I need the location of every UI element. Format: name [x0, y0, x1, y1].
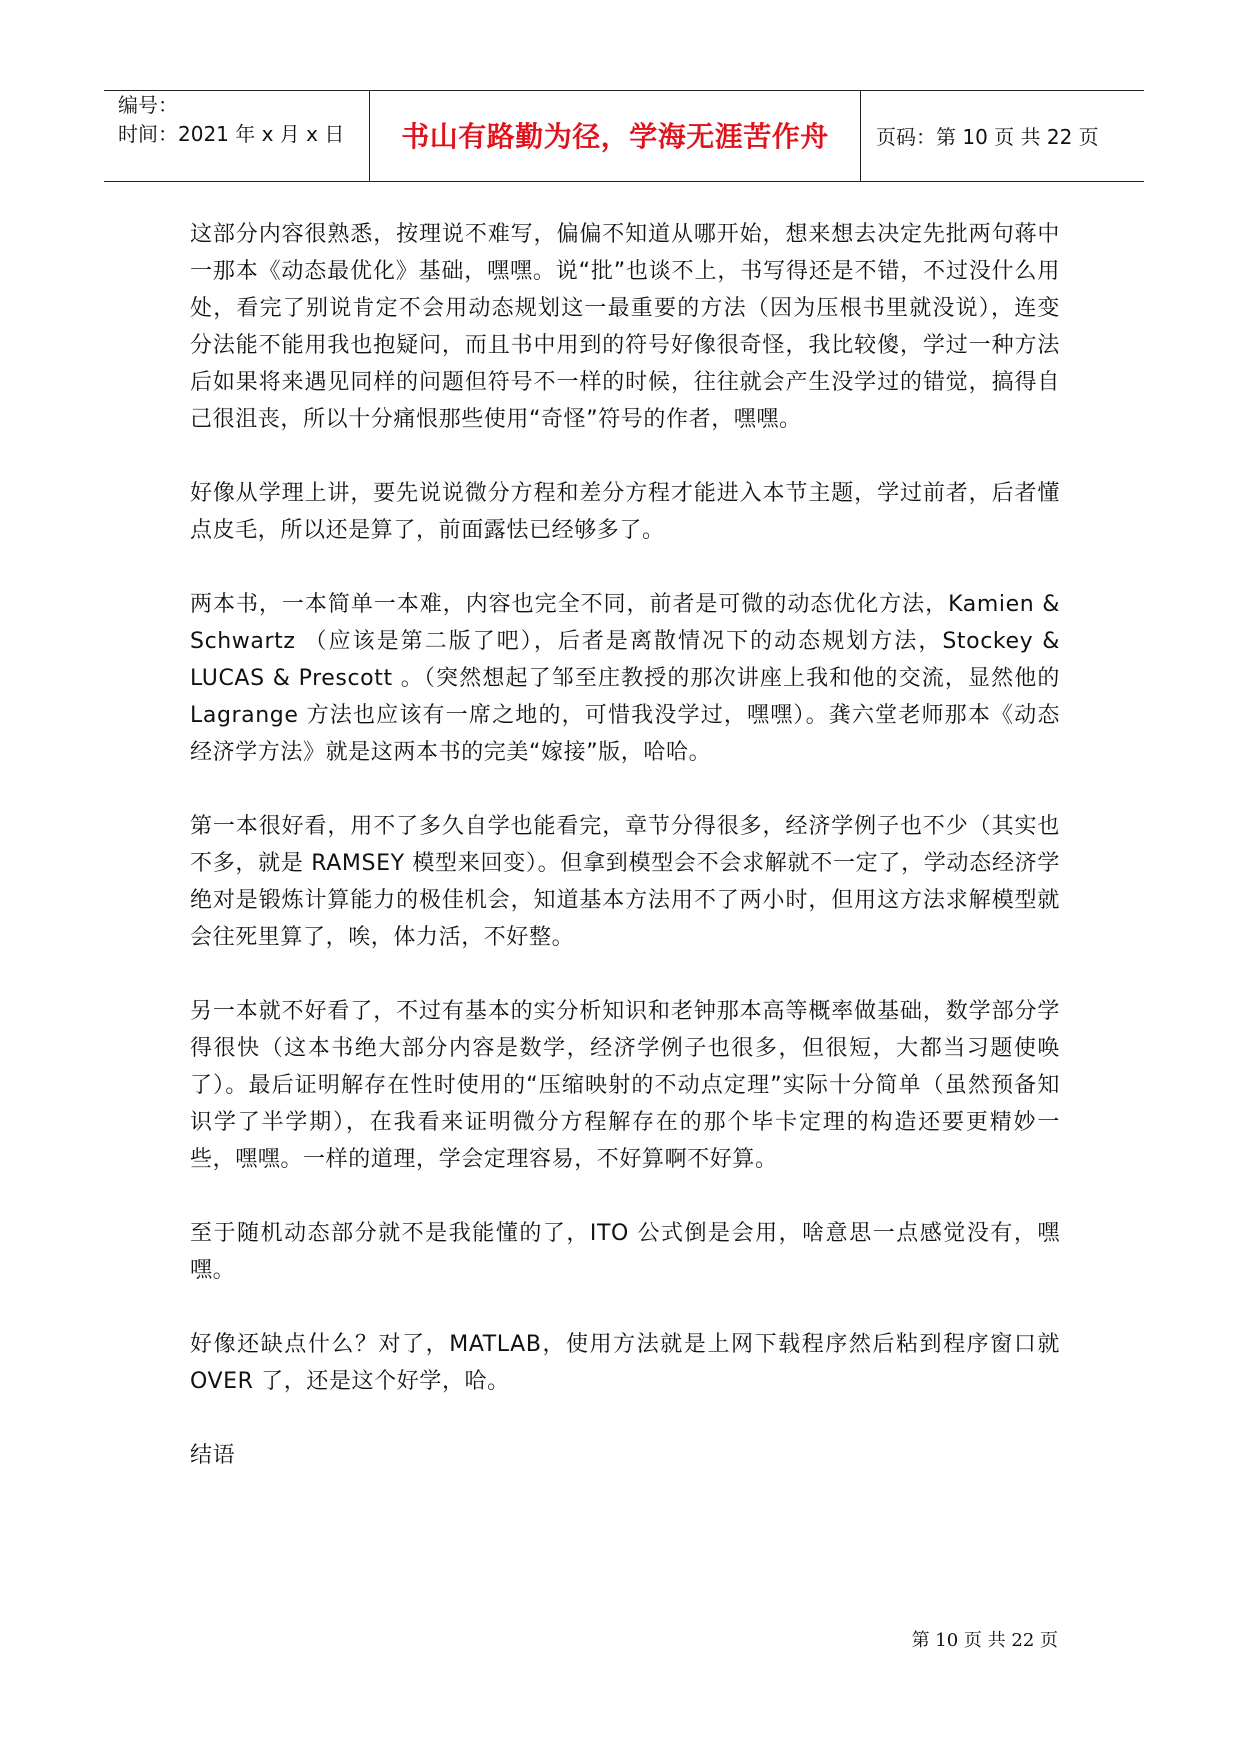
- paragraph-6: 至于随机动态部分就不是我能懂的了，ITO 公式倒是会用，啥意思一点感觉没有，嘿嘿。: [190, 1221, 1060, 1283]
- page-footer: 第 10 页 共 22 页: [911, 1630, 1058, 1651]
- document-number-label: 编号：: [118, 93, 178, 117]
- paragraph-5: 另一本就不好看了，不过有基本的实分析知识和老钟那本高等概率做基础，数学部分学得很快（这本书绝大部分内容是数学，经济学例子也很多，但很短，大都当习题使唤了）。最后证明解存在性时使用的“压缩映射的不动点定理”实际十分简单（虽然预备知识学了半学期），在我看来证明微分方程解存在的那个毕卡定理的构造还要更精妙一些，嘿嘿。一样的道理，学会定理容易，不好算啊不好算。: [190, 999, 1060, 1172]
- paragraph-3: 两本书，一本简单一本难，内容也完全不同，前者是可微的动态优化方法，Kamien & Schwartz （应该是第二版了吧），后者是离散情况下的动态规划方法，Stockey & LUCAS & Prescott 。（突然想起了邹至庄教授的那次讲座上我和他的交流，显然他的 Lagrange 方法也应该有一席之地的，可惜我没学过，嘿嘿）。龚六堂老师那本《动态经济学方法》就是这两本书的完美“嫁接”版，哈哈。: [190, 592, 1060, 765]
- paragraph-2: 好像从学理上讲，要先说说微分方程和差分方程才能进入本节主题，学过前者，后者懂点皮毛，所以还是算了，前面露怯已经够多了。: [190, 481, 1060, 543]
- header-motto: 书山有路勤为径，学海无涯苦作舟: [401, 120, 829, 153]
- paragraph-7: 好像还缺点什么？对了，MATLAB，使用方法就是上网下载程序然后粘到程序窗口就 OVER 了，还是这个好学，哈。: [190, 1332, 1060, 1394]
- document-body: [190, 216, 1060, 1511]
- header-divider-right: [860, 91, 861, 181]
- paragraph-1: 这部分内容很熟悉，按理说不难写，偏偏不知道从哪开始，想来想去决定先批两句蒋中一那本《动态最优化》基础，嘿嘿。说“批”也谈不上，书写得还是不错，不过没什么用处，看完了别说肯定不会用动态规划这一最重要的方法（因为压根书里就没说），连变分法能不能用我也抱疑问，而且书中用到的符号好像很奇怪，我比较傻，学过一种方法后如果将来遇见同样的问题但符号不一样的时候，往往就会产生没学过的错觉，搞得自己很沮丧，所以十分痛恨那些使用“奇怪”符号的作者，嘿嘿。: [190, 222, 1060, 432]
- header-page-info: 页码：第 10 页 共 22 页: [876, 125, 1099, 149]
- document-time-label: 时间：2021 年 x 月 x 日: [118, 122, 345, 146]
- paragraph-4: 第一本很好看，用不了多久自学也能看完，章节分得很多，经济学例子也不少（其实也不多，就是 RAMSEY 模型来回变）。但拿到模型会不会求解就不一定了，学动态经济学绝对是锻炼计算能力的极佳机会，知道基本方法用不了两小时，但用这方法求解模型就会往死里算了，唉，体力活，不好整。: [190, 814, 1060, 950]
- paragraph-conclusion-heading: 结语: [190, 1443, 236, 1468]
- page-header: [104, 90, 1144, 182]
- header-meta: [118, 91, 368, 181]
